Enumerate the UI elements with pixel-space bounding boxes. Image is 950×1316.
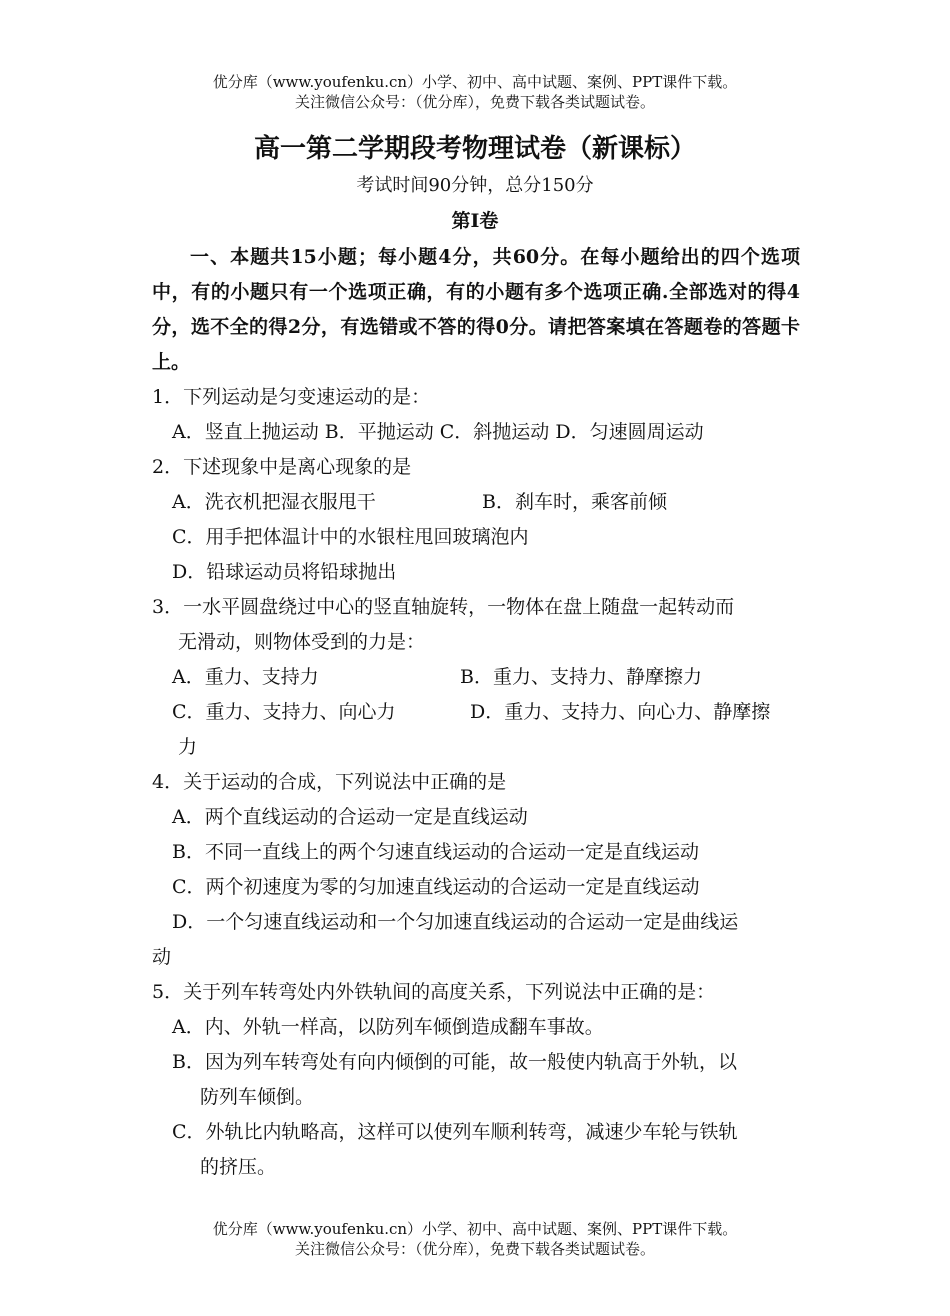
- question-5-option-b-line-2: 防列车倾倒。: [200, 1086, 315, 1108]
- question-3-option-b: B．重力、支持力、静摩擦力: [460, 666, 702, 688]
- header-line-2: 关注微信公众号：（优分库），免费下载各类试题试卷。: [294, 93, 655, 111]
- footer-line-1: 优分库（www.youfenku.cn）小学、初中、高中试题、案例、PPT课件下载。: [212, 1220, 738, 1238]
- header-line-1: 优分库（www.youfenku.cn）小学、初中、高中试题、案例、PPT课件下载。: [212, 73, 738, 91]
- question-2-option-c: C．用手把体温计中的水银柱甩回玻璃泡内: [172, 526, 529, 548]
- question-3-option-d-line-2: 力: [178, 736, 198, 758]
- question-4-option-d-line-1: D．一个匀速直线运动和一个匀加速直线运动的合运动一定是曲线运: [172, 911, 739, 933]
- question-3-option-a: A．重力、支持力: [172, 666, 319, 688]
- question-4-option-a: A．两个直线运动的合运动一定是直线运动: [172, 806, 528, 828]
- question-5-option-b-line-1: B．因为列车转弯处有向内倾倒的可能，故一般使内轨高于外轨，以: [172, 1051, 737, 1073]
- question-2-option-d: D．铅球运动员将铅球抛出: [172, 561, 397, 583]
- question-5-stem: 5．关于列车转弯处内外铁轨间的高度关系，下列说法中正确的是：: [152, 981, 716, 1003]
- question-4-option-b: B．不同一直线上的两个匀速直线运动的合运动一定是直线运动: [172, 841, 699, 863]
- question-5-option-c-line-2: 的挤压。: [200, 1156, 277, 1178]
- question-5-option-a: A．内、外轨一样高，以防列车倾倒造成翻车事故。: [172, 1016, 604, 1038]
- question-1-stem: 1．下列运动是匀变速运动的是：: [152, 386, 431, 408]
- question-3-option-c: C．重力、支持力、向心力: [172, 701, 396, 723]
- question-5-option-c-line-1: C．外轨比内轨略高，这样可以使列车顺利转弯，减速少车轮与铁轨: [172, 1121, 738, 1143]
- question-3-stem-line-2: 无滑动，则物体受到的力是：: [178, 631, 426, 653]
- question-1-options: A．竖直上抛运动 B．平抛运动 C．斜抛运动 D．匀速圆周运动: [172, 421, 704, 443]
- exam-subtitle: 考试时间90分钟，总分150分: [356, 175, 594, 196]
- question-4-stem: 4．关于运动的合成，下列说法中正确的是: [152, 771, 507, 793]
- question-2-stem: 2．下述现象中是离心现象的是: [152, 456, 412, 478]
- question-3-option-d-line-1: D．重力、支持力、向心力、静摩擦: [470, 701, 771, 723]
- footer-line-2: 关注微信公众号：（优分库），免费下载各类试题试卷。: [294, 1240, 655, 1258]
- section-heading: 第Ⅰ卷: [451, 210, 499, 232]
- question-4-option-d-line-2: 动: [152, 946, 172, 968]
- question-3-stem-line-1: 3．一水平圆盘绕过中心的竖直轴旋转，一物体在盘上随盘一起转动而: [152, 596, 735, 618]
- question-4-option-c: C．两个初速度为零的匀加速直线运动的合运动一定是直线运动: [172, 876, 700, 898]
- page-title: 高一第二学期段考物理试卷（新课标）: [253, 134, 696, 164]
- question-2-option-a: A．洗衣机把湿衣服甩干: [172, 491, 376, 513]
- instructions: 一、本题共15小题；每小题4分，共60分。在每小题给出的四个选项中，有的小题只有一个选项正确，有的小题有多个选项正确.全部选对的得4分，选不全的得2分，有选错或不答的得0分。请把答案填在答题卷的答题卡上。: [152, 246, 800, 373]
- question-2-option-b: B．刹车时，乘客前倾: [482, 491, 667, 513]
